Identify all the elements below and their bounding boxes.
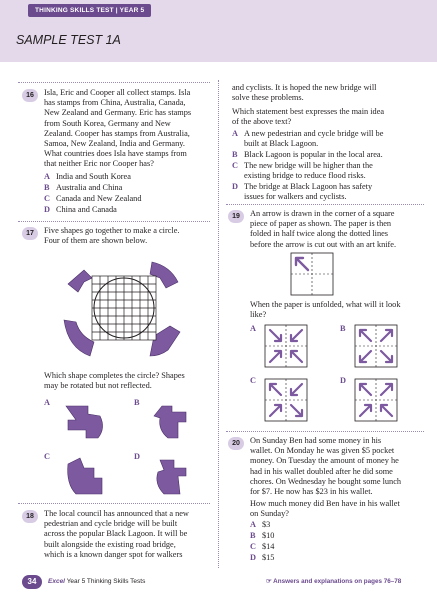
question-number-20: 20 xyxy=(228,437,244,450)
q19-option-d-label[interactable]: D xyxy=(340,376,346,385)
q19-option-b-label[interactable]: B xyxy=(340,324,346,333)
q19-option-a-figure[interactable] xyxy=(264,324,308,368)
separator-q16 xyxy=(18,82,210,83)
q16-option-a[interactable]: A India and South Korea xyxy=(44,172,131,181)
folded-paper-figure xyxy=(290,252,334,296)
separator-q17 xyxy=(18,221,210,222)
q19-option-b-figure[interactable] xyxy=(354,324,398,368)
q16-option-c[interactable]: C Canada and New Zealand xyxy=(44,194,142,203)
q19-option-c-figure[interactable] xyxy=(264,378,308,422)
question-number-16: 16 xyxy=(22,89,38,102)
question-19-text: An arrow is drawn in the corner of a square piece of paper as shown. The paper is then folded in half twice along the dotted lines before the arrow is cut out with an art knife. xyxy=(250,209,397,249)
separator-q18 xyxy=(18,503,210,504)
question-19-prompt: When the paper is unfolded, what will it look like? xyxy=(250,300,401,320)
question-number-17: 17 xyxy=(22,227,38,240)
q17-option-b-shape[interactable] xyxy=(150,402,200,442)
question-18-text-continued: and cyclists. It is hoped the new bridge will solve these problems. xyxy=(232,83,377,103)
question-18-text: The local council has announced that a new pedestrian and cycle bridge will be built across the popular Black Lagoon. It will be built alongside the existing road bridge, which is a known danger spot for walkers xyxy=(44,509,189,559)
page-number: 34 xyxy=(22,575,42,589)
q16-option-b[interactable]: B Australia and China xyxy=(44,183,123,192)
q19-option-c-label[interactable]: C xyxy=(250,376,256,385)
q18-option-b[interactable]: B Black Lagoon is popular in the local area. xyxy=(232,150,383,159)
question-16-text: Isla, Eric and Cooper all collect stamps. Isla has stamps from China, Australia, Canada, New Zealand and Germany. Eric has stamps from South Korea, Germany and New Zealand. Cooper has stamps from Australia, Samoa, New Zealand, India and Germany. What countries does Isla have stamps from that neither Eric nor Cooper has? xyxy=(44,88,192,169)
q20-option-d[interactable]: D $15 xyxy=(250,553,275,562)
q16-option-d[interactable]: D China and Canada xyxy=(44,205,117,214)
question-number-18: 18 xyxy=(22,510,38,523)
footer-book-title: Excel Year 5 Thinking Skills Tests xyxy=(48,578,146,585)
question-17-text: Five shapes go together to make a circle. Four of them are shown below. xyxy=(44,226,180,246)
separator-q20 xyxy=(226,431,424,432)
question-18-prompt: Which statement best expresses the main idea of the above text? xyxy=(232,107,385,127)
header-tab: THINKING SKILLS TEST | YEAR 5 xyxy=(28,4,151,17)
q17-option-b-label[interactable]: B xyxy=(134,398,140,407)
q17-option-d-shape[interactable] xyxy=(150,454,200,498)
q18-option-c[interactable]: C The new bridge will be higher than the existing bridge to reduce flood risks. xyxy=(232,161,373,181)
q17-option-d-label[interactable]: D xyxy=(134,452,140,461)
q17-option-a-label[interactable]: A xyxy=(44,398,50,407)
question-17-prompt: Which shape completes the circle? Shapes may be rotated but not reflected. xyxy=(44,371,185,391)
question-20-text: On Sunday Ben had some money in his wallet. On Monday he was given $5 pocket money. On Tuesday the amount of money he had in his wallet doubled after he did some chores. On Wednesday he bought some lunch for $7. He now has $23 in his wallet. xyxy=(250,436,402,497)
q20-option-a[interactable]: A $3 xyxy=(250,520,271,529)
q18-option-a[interactable]: A A new pedestrian and cycle bridge will be built at Black Lagoon. xyxy=(232,129,384,149)
q18-option-d[interactable]: D The bridge at Black Lagoon has safety issues for walkers and cyclists. xyxy=(232,182,373,202)
q20-option-b[interactable]: B $10 xyxy=(250,531,275,540)
separator-q19 xyxy=(226,204,424,205)
q17-option-c-label[interactable]: C xyxy=(44,452,50,461)
arrow-right-icon: ☞ xyxy=(266,578,274,585)
circle-puzzle-figure xyxy=(50,252,200,364)
grid-square xyxy=(92,276,156,340)
footer-answers-link[interactable]: ☞ Answers and explanations on pages 76–78 xyxy=(266,578,402,585)
column-divider xyxy=(218,80,219,568)
q19-option-d-figure[interactable] xyxy=(354,378,398,422)
q17-option-c-shape[interactable] xyxy=(60,454,110,498)
puzzle-piece-bottom-left xyxy=(64,320,94,356)
q19-option-a-label[interactable]: A xyxy=(250,324,256,333)
question-20-prompt: How much money did Ben have in his wallet on Sunday? xyxy=(250,499,400,519)
puzzle-piece-top-left xyxy=(68,270,92,292)
page-title: SAMPLE TEST 1A xyxy=(16,33,121,47)
question-number-19: 19 xyxy=(228,210,244,223)
q17-option-a-shape[interactable] xyxy=(60,402,110,442)
q20-option-c[interactable]: C $14 xyxy=(250,542,275,551)
